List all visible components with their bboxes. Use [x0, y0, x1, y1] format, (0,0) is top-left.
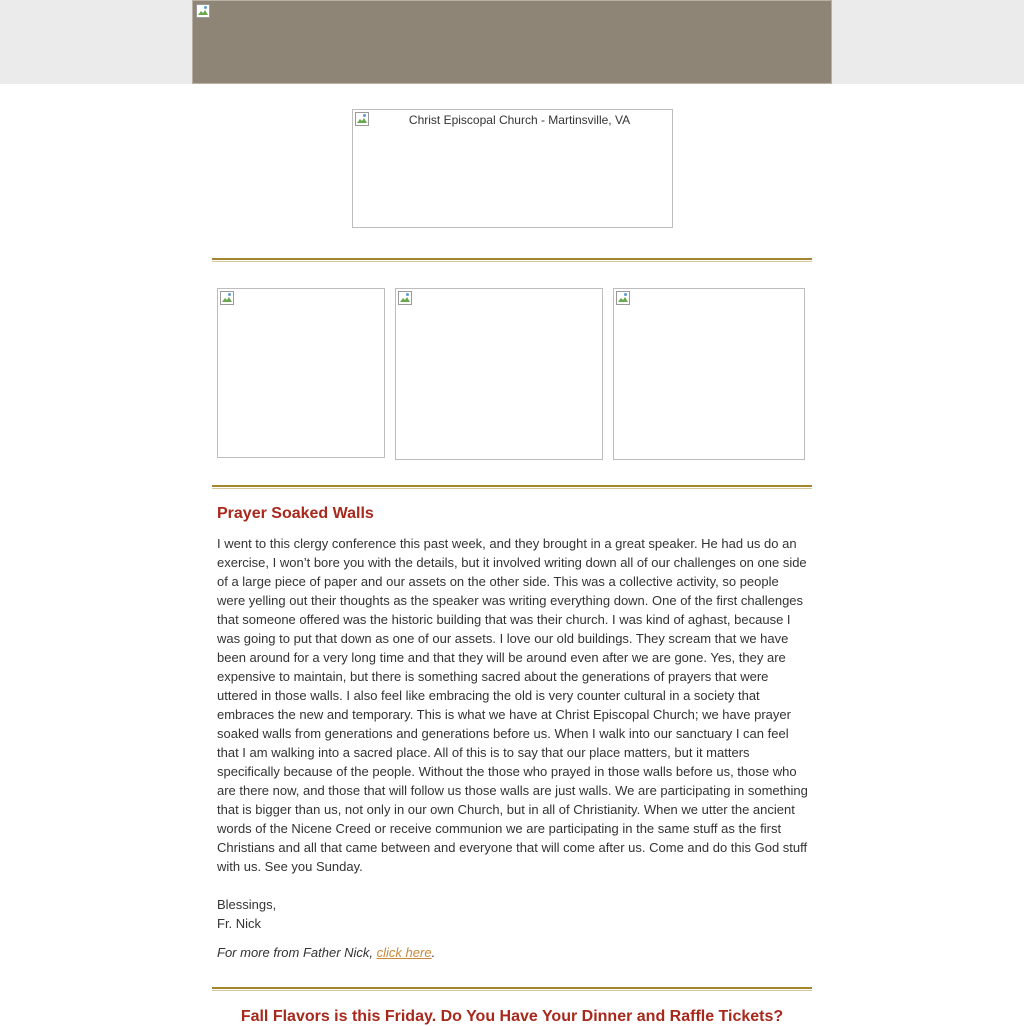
section-divider [212, 258, 812, 262]
broken-image-icon [398, 291, 412, 305]
signature-text: Fr. Nick [217, 916, 262, 931]
more-prefix: For more from Father Nick, [217, 945, 377, 960]
gallery-photo-3 [613, 288, 805, 460]
section-divider [212, 485, 812, 489]
logo-alt-text: Christ Episcopal Church - Martinsville, VA [408, 113, 631, 127]
article-signoff [217, 895, 276, 933]
broken-image-icon [220, 291, 234, 305]
broken-image-icon [196, 4, 210, 18]
gallery-photo-2 [395, 288, 603, 460]
more-from-father-nick [217, 943, 435, 962]
more-suffix: . [431, 945, 436, 960]
article-title: Prayer Soaked Walls [217, 505, 374, 522]
article-body: I went to this clergy conference this past week, and they brought in a great speaker. He had us do an exercise, I won’t bore you with the details, but it involved writing down all of our challenges on one side of a large piece of paper and our assets on the other side. This was a collective activity, so people were yelling out their thoughts as the speaker was writing everything down. One of the first challenges that someone offered was the historic building that was their church. I was kind of aghast, because I was going to put that down as one of our assets. I love our old buildings. They scream that we have been around for a very long time and that they will be around even after we are gone. Yes, they are expensive to maintain, but there is something sacred about the generations of prayers that were uttered in those walls. I also feel like embracing the old is very counter cultural in a society that embraces the new and temporary. This is what we have at Christ Episcopal Church; we have prayer soaked walls from generations and generations before us. When I walk into our sanctuary I can feel that I am walking into a sacred place. All of this is to say that our place matters, but it matters specifically because of the people. Without the those who prayed in those walls before us, those who are there now, and those that will follow us those walls are just walls. We are participating in something that is bigger than us, not only in our own Church, but in all of Christianity. When we utter the ancient words of the Nicene Creed or receive communion we are participating in the same stuff as the first Christians and all that came between and everyone that will come after us. Come and do this God stuff with us. See you Sunday. [217, 536, 808, 874]
gallery-photo-1 [217, 288, 385, 458]
click-here-link[interactable]: click here [376, 945, 432, 960]
header-banner-image [192, 0, 832, 84]
church-logo-image [352, 109, 673, 228]
next-section-title: Fall Flavors is this Friday. Do You Have Your Dinner and Raffle Tickets? [240, 1008, 784, 1025]
section-divider [212, 987, 812, 991]
closing-text: Blessings, [217, 897, 277, 912]
broken-image-icon [616, 291, 630, 305]
